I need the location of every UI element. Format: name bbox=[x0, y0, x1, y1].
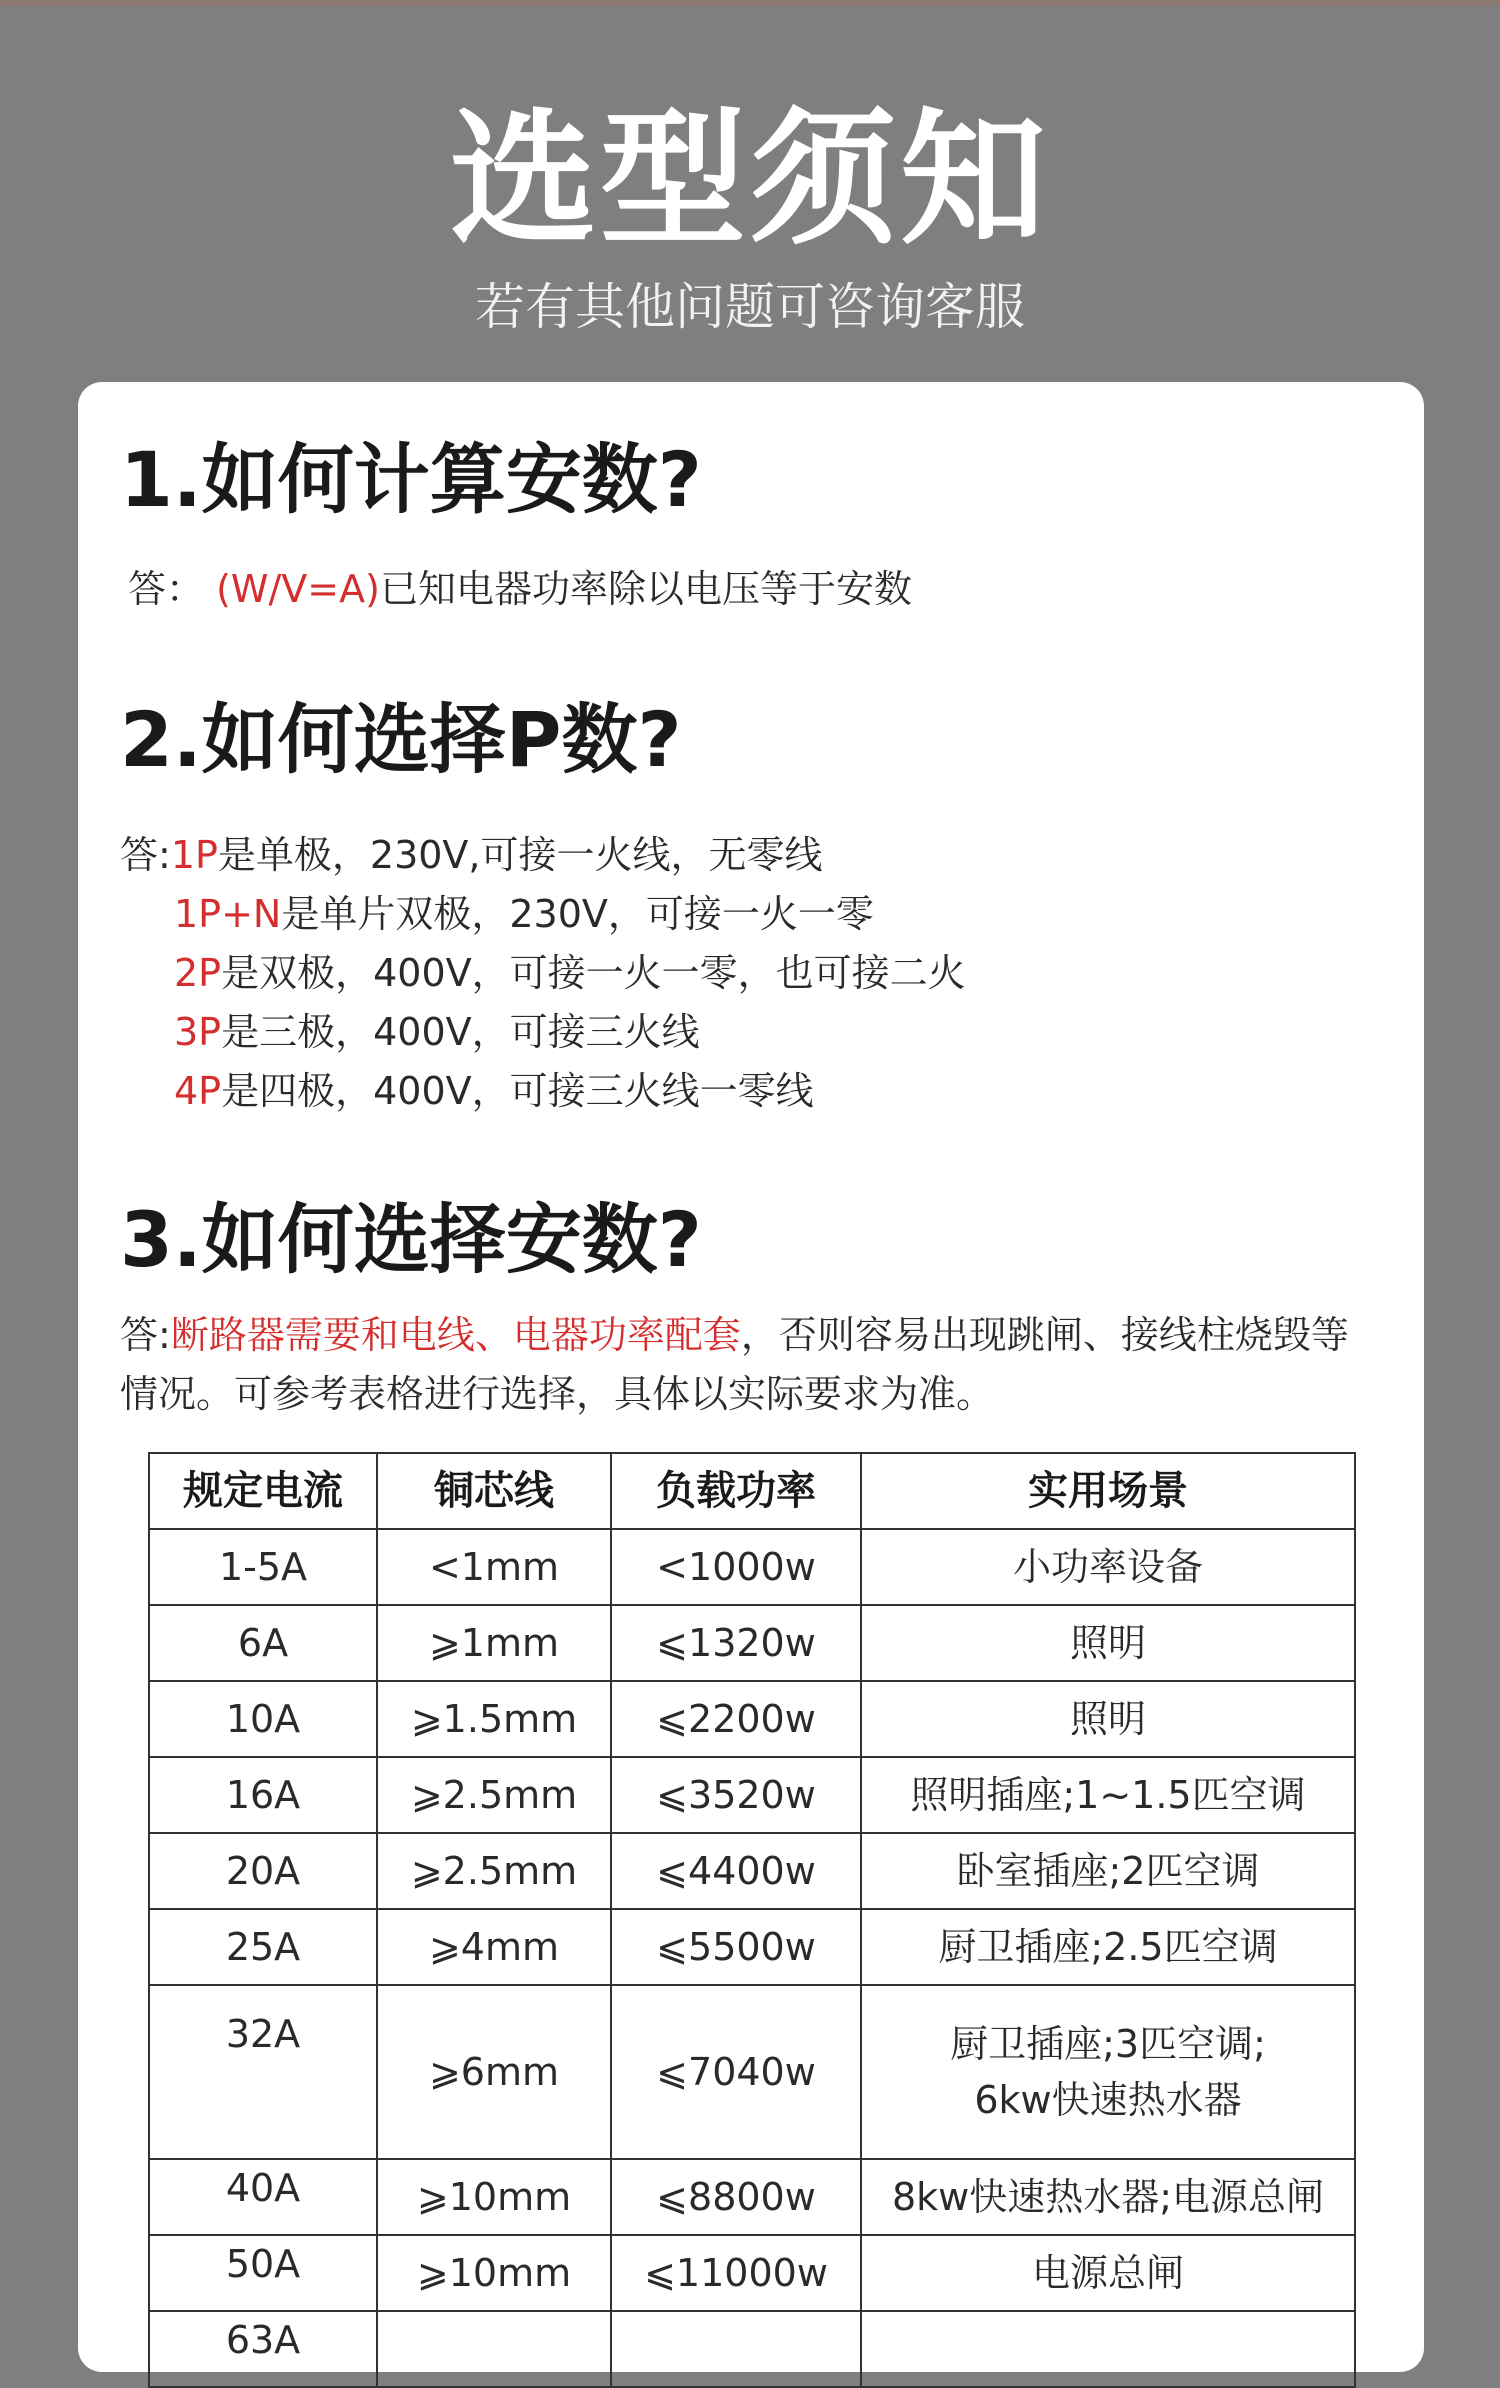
cell-current: 20A bbox=[149, 1833, 377, 1909]
scenario-line-2: 6kw快速热水器 bbox=[974, 2078, 1242, 2122]
cell-current: 25A bbox=[149, 1909, 377, 1985]
table-row bbox=[149, 1681, 1355, 1757]
breaker-spec-table bbox=[148, 1452, 1356, 2388]
cell-wire: ⩾10mm bbox=[377, 2235, 611, 2311]
cell-scenario: 卧室插座;2匹空调 bbox=[861, 1833, 1355, 1909]
section-2-heading: 2.如何选择P数? bbox=[120, 695, 682, 784]
page-subtitle: 若有其他问题可咨询客服 bbox=[475, 278, 1025, 336]
pole-code: 3P bbox=[174, 1010, 222, 1054]
pole-description: 是单极，230V,可接一火线，无零线 bbox=[217, 833, 823, 877]
cell-wire: ⩾2.5mm bbox=[377, 1833, 611, 1909]
pole-code: 1P+N bbox=[174, 892, 282, 936]
section-1-answer bbox=[128, 560, 912, 618]
formula-text: (W/V=A) bbox=[216, 567, 380, 611]
table-header-row bbox=[149, 1453, 1355, 1529]
answer-prefix: 答： bbox=[128, 567, 205, 611]
cell-power: <1000w bbox=[611, 1529, 861, 1605]
header-copper-wire: 铜芯线 bbox=[377, 1453, 611, 1529]
section-1-heading: 1.如何计算安数? bbox=[120, 435, 702, 524]
section-2-answer-line-1 bbox=[120, 826, 823, 884]
cell-current: 32A bbox=[149, 1985, 377, 2159]
table-row bbox=[149, 1757, 1355, 1833]
cell-current: 63A bbox=[149, 2311, 377, 2387]
cell-power: ⩽2200w bbox=[611, 1681, 861, 1757]
answer-prefix: 答: bbox=[120, 1313, 171, 1357]
cell-wire bbox=[377, 2311, 611, 2387]
cell-current: 1-5A bbox=[149, 1529, 377, 1605]
table-row bbox=[149, 1833, 1355, 1909]
header-usage-scenario: 实用场景 bbox=[861, 1453, 1355, 1529]
cell-scenario: 照明 bbox=[861, 1605, 1355, 1681]
answer-text: 已知电器功率除以电压等于安数 bbox=[379, 567, 912, 611]
section-2-answer-line-3 bbox=[174, 944, 966, 1002]
scenario-line-1: 厨卫插座;3匹空调; bbox=[950, 2022, 1266, 2066]
pole-code: 4P bbox=[174, 1069, 222, 1113]
section-3-heading: 3.如何选择安数? bbox=[120, 1195, 702, 1284]
cell-wire: ⩾6mm bbox=[377, 1985, 611, 2159]
cell-power: ⩽7040w bbox=[611, 1985, 861, 2159]
table-row bbox=[149, 1909, 1355, 1985]
cell-power: ⩽4400w bbox=[611, 1833, 861, 1909]
section-3-answer-line-1 bbox=[120, 1306, 1349, 1364]
cell-power: ⩽1320w bbox=[611, 1605, 861, 1681]
cell-current: 10A bbox=[149, 1681, 377, 1757]
cell-scenario: 8kw快速热水器;电源总闸 bbox=[861, 2159, 1355, 2235]
cell-wire: <1mm bbox=[377, 1529, 611, 1605]
answer-text: ，否则容易出现跳闸、接线柱烧毁等 bbox=[740, 1313, 1349, 1357]
pole-description: 是三极，400V，可接三火线 bbox=[221, 1010, 700, 1054]
cell-scenario: 照明插座;1~1.5匹空调 bbox=[861, 1757, 1355, 1833]
cell-current: 6A bbox=[149, 1605, 377, 1681]
header-load-power: 负载功率 bbox=[611, 1453, 861, 1529]
cell-wire: ⩾1mm bbox=[377, 1605, 611, 1681]
table-row bbox=[149, 2159, 1355, 2235]
section-3-answer-line-2: 情况。可参考表格进行选择，具体以实际要求为准。 bbox=[120, 1372, 995, 1416]
table-row bbox=[149, 1605, 1355, 1681]
table-row bbox=[149, 2235, 1355, 2311]
pole-code: 2P bbox=[174, 951, 222, 995]
cell-scenario bbox=[861, 2311, 1355, 2387]
top-edge-strip bbox=[0, 0, 1500, 6]
section-2-answer-line-2 bbox=[174, 885, 874, 943]
cell-current: 16A bbox=[149, 1757, 377, 1833]
table-row bbox=[149, 1529, 1355, 1605]
cell-power: ⩽8800w bbox=[611, 2159, 861, 2235]
section-2-answer-line-5 bbox=[174, 1062, 814, 1120]
cell-power bbox=[611, 2311, 861, 2387]
cell-scenario: 电源总闸 bbox=[861, 2235, 1355, 2311]
answer-highlight: 断路器需要和电线、电器功率配套 bbox=[170, 1313, 741, 1357]
cell-scenario: 厨卫插座;2.5匹空调 bbox=[861, 1909, 1355, 1985]
answer-prefix: 答: bbox=[120, 833, 171, 877]
cell-power: ⩽11000w bbox=[611, 2235, 861, 2311]
cell-wire: ⩾2.5mm bbox=[377, 1757, 611, 1833]
pole-description: 是四极，400V，可接三火线一零线 bbox=[221, 1069, 814, 1113]
cell-scenario: 小功率设备 bbox=[861, 1529, 1355, 1605]
page-title: 选型须知 bbox=[450, 95, 1050, 265]
cell-power: ⩽5500w bbox=[611, 1909, 861, 1985]
section-2-answer-line-4 bbox=[174, 1003, 700, 1061]
pole-description: 是双极，400V，可接一火一零，也可接二火 bbox=[221, 951, 966, 995]
cell-wire: ⩾4mm bbox=[377, 1909, 611, 1985]
cell-scenario bbox=[861, 1985, 1355, 2159]
cell-power: ⩽3520w bbox=[611, 1757, 861, 1833]
table-row bbox=[149, 2311, 1355, 2387]
cell-current: 50A bbox=[149, 2235, 377, 2311]
pole-code: 1P bbox=[170, 833, 218, 877]
cell-wire: ⩾1.5mm bbox=[377, 1681, 611, 1757]
cell-scenario: 照明 bbox=[861, 1681, 1355, 1757]
cell-current: 40A bbox=[149, 2159, 377, 2235]
table-row bbox=[149, 1985, 1355, 2159]
content-card bbox=[78, 382, 1424, 2372]
pole-description: 是单片双极，230V，可接一火一零 bbox=[281, 892, 874, 936]
header-rated-current: 规定电流 bbox=[149, 1453, 377, 1529]
cell-wire: ⩾10mm bbox=[377, 2159, 611, 2235]
